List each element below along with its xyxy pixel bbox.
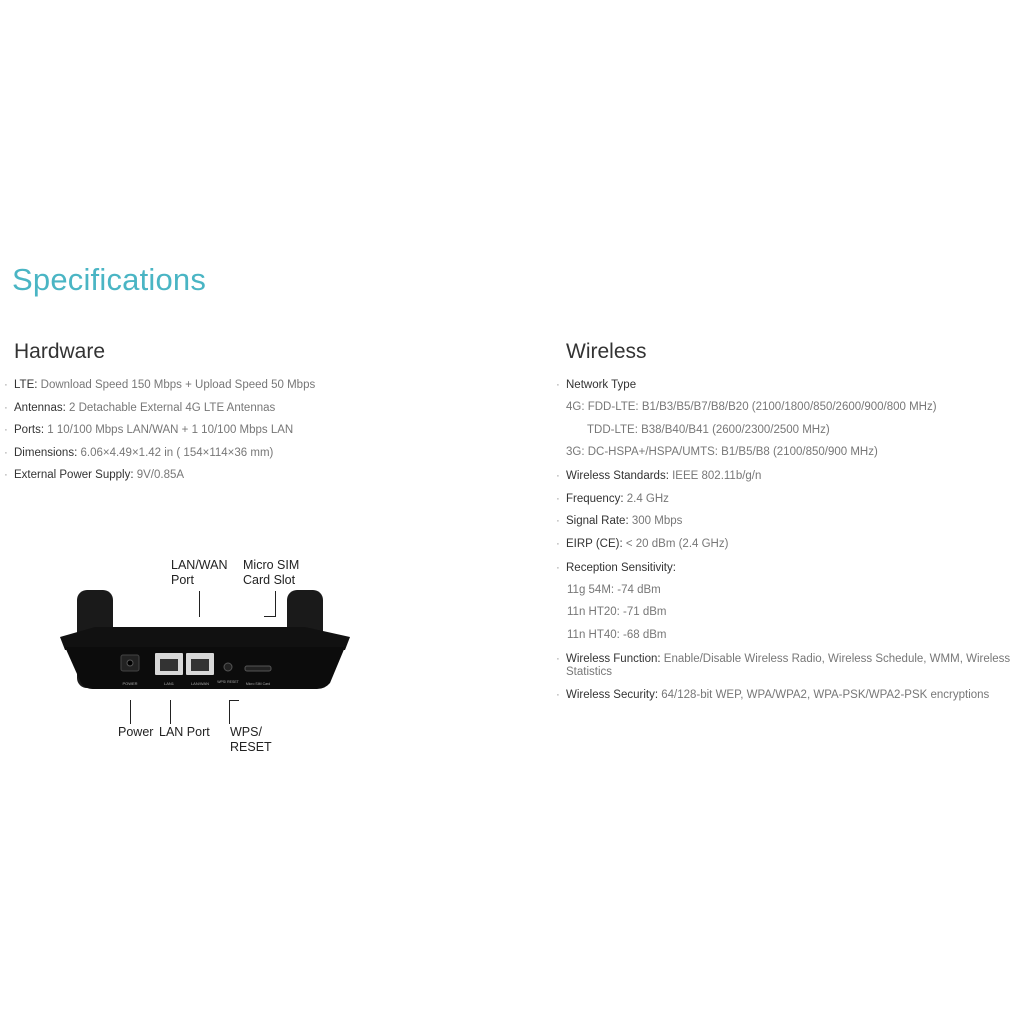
- wireless-signal-rate: · Signal Rate: 300 Mbps: [556, 515, 683, 527]
- callout-lan-port: LAN Port: [159, 725, 210, 739]
- callout-micro-sim: Micro SIM Card Slot: [243, 558, 300, 587]
- bullet-icon: ·: [4, 379, 8, 391]
- bullet-icon: ·: [556, 689, 560, 701]
- wireless-network-4g-fdd: 4G: FDD-LTE: B1/B3/B5/B7/B8/B20 (2100/1800/850/2600/900/800 MHz): [566, 401, 937, 413]
- callout-line-wps: [229, 700, 230, 724]
- wireless-standards: · Wireless Standards: IEEE 802.11b/g/n: [556, 470, 762, 482]
- callout-line-power: [130, 700, 131, 724]
- wireless-sensitivity-ht20: 11n HT20: -71 dBm: [567, 606, 667, 618]
- port-label-lanwan: LAN/WAN: [190, 681, 210, 686]
- router-rear-diagram: [55, 555, 375, 765]
- hardware-item-power-supply: · External Power Supply: 9V/0.85A: [4, 469, 185, 481]
- port-label-power: POWER: [122, 681, 138, 686]
- bullet-icon: ·: [556, 653, 560, 665]
- callout-line-lan-wan: [199, 591, 200, 617]
- hardware-title: Hardware: [14, 340, 106, 363]
- wireless-function: · Wireless Function: Enable/Disable Wireless Radio, Wireless Schedule, WMM, Wireless Statistics: [556, 653, 1011, 678]
- callout-wps-reset: WPS/ RESET: [230, 725, 272, 754]
- hardware-item-antennas: · Antennas: 2 Detachable External 4G LTE Antennas: [4, 401, 276, 414]
- port-label-lan: LAN1: [163, 681, 175, 686]
- hardware-item-ports: · Ports: 1 10/100 Mbps LAN/WAN + 1 10/100 Mbps LAN: [4, 424, 294, 436]
- port-label-wps: WPS/ RESET: [217, 680, 239, 684]
- wireless-network-4g-tdd: TDD-LTE: B38/B40/B41 (2600/2300/2500 MHz): [587, 424, 830, 436]
- hardware-list: [4, 379, 316, 492]
- wireless-network-type: · Network Type: [556, 379, 637, 391]
- callout-power: Power: [118, 725, 154, 739]
- wireless-reception-sensitivity: · Reception Sensitivity:: [556, 562, 676, 574]
- callout-line-sim: [275, 591, 276, 617]
- page-title: Specifications: [12, 262, 207, 297]
- bullet-icon: ·: [556, 515, 560, 527]
- wireless-frequency: · Frequency: 2.4 GHz: [556, 493, 669, 505]
- wireless-title: Wireless: [566, 340, 647, 363]
- wireless-security: · Wireless Security: 64/128-bit WEP, WPA/WPA2, WPA-PSK/WPA2-PSK encryptions: [556, 689, 990, 701]
- bullet-icon: ·: [556, 470, 560, 482]
- wireless-network-3g: 3G: DC-HSPA+/HSPA/UMTS: B1/B5/B8 (2100/850/900 MHz): [566, 446, 878, 458]
- bullet-icon: ·: [4, 469, 8, 481]
- wireless-sensitivity-ht40: 11n HT40: -68 dBm: [567, 629, 667, 641]
- wireless-sensitivity-11g: 11g 54M: -74 dBm: [567, 584, 661, 596]
- micro-sim-slot: [245, 666, 271, 671]
- bullet-icon: ·: [4, 424, 8, 436]
- hardware-item-lte: · LTE: Download Speed 150 Mbps + Upload Speed 50 Mbps: [4, 379, 316, 391]
- wireless-eirp: · EIRP (CE): < 20 dBm (2.4 GHz): [556, 538, 729, 550]
- bullet-icon: ·: [556, 562, 560, 574]
- hardware-item-dimensions: · Dimensions: 6.06×4.49×1.42 in ( 154×114×36 mm): [4, 446, 274, 459]
- callout-line-lan: [170, 700, 171, 724]
- bullet-icon: ·: [4, 446, 8, 459]
- bullet-icon: ·: [4, 401, 8, 414]
- port-label-sim: Micro SIM Card: [245, 682, 271, 686]
- bullet-icon: ·: [556, 538, 560, 550]
- bullet-icon: ·: [556, 493, 560, 505]
- callout-lan-wan: LAN/WAN Port: [171, 558, 228, 587]
- router-top: [60, 627, 350, 650]
- wps-reset-button: [224, 663, 232, 671]
- bullet-icon: ·: [556, 379, 560, 391]
